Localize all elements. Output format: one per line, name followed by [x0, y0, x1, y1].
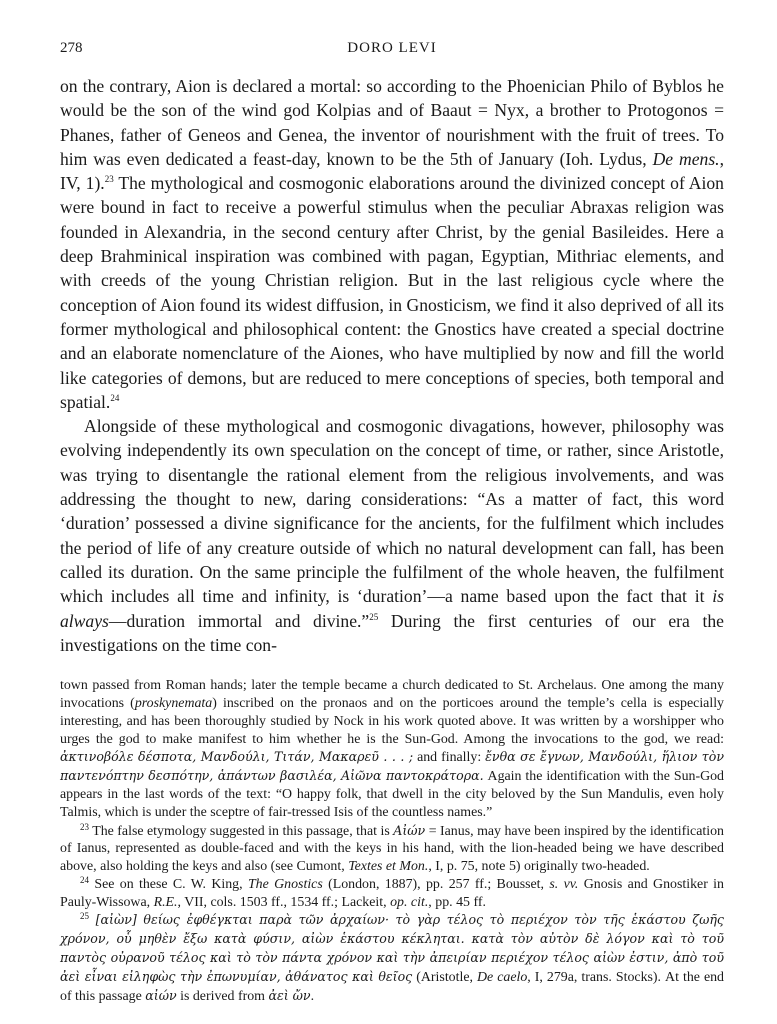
footnotes — [60, 677, 724, 1005]
greek-text: αἰών — [145, 987, 177, 1003]
footnote-number: 25 — [80, 911, 89, 922]
footnote-ref-24[interactable]: 24 — [110, 392, 120, 403]
footnote-number: 23 — [80, 821, 89, 832]
footnote-23: $^{23}$ The false etymology suggested in this passage, that is Αἰών = Ianus, may have been inspired by the identification of Ianus, represented as double-faced and with the keys in his hand, with the lion-headed being we have described above, also holding the keys and also (see Cumont, Textes et Mon., I, p. 75, note 5) originally two-headed. — [60, 821, 724, 875]
greek-text: ἀεὶ ὤν — [268, 987, 311, 1003]
running-head — [60, 40, 724, 62]
footnote-24: $^{24}$ See on these C. W. King, The Gnostics (London, 1887), pp. 257 ff.; Bousset, s. vv. Gnosis and Gnostiker in Pauly-Wissowa, R.E., VII, cols. 1503 ff., 1534 ff.; Lackeit, op. cit., pp. 45 ff. — [60, 874, 724, 910]
greek-text: ἀκτινοβόλε δέσποτα, Μανδούλι, Τιτάν, Μακαρεῦ . . . ; — [60, 749, 414, 765]
page-number: 278 — [60, 40, 83, 56]
greek-text: [αἰὼν] θείως ἐφθέγκται παρὰ τῶν ἀρχαίων· τὸ γὰρ τέλος τὸ περιέχον τὸν τῆς ἑκάστου ζωῆς χρόνον, οὗ μηθὲν ἔξω κατὰ φύσιν, αἰὼν ἑκάστου κέκληται. κατὰ τὸν αὐτὸν δὲ λόγον καὶ τὸ τοῦ παντὸς οὐρανοῦ τέλος καὶ τὸ τὸν πάντα χρόνον καὶ τὴν ἀπειρίαν περιέχον τέλος αἰὼν ἐστιν, ἀπὸ τοῦ ἀεὶ εἶναι εἰληφὼς τὴν ἐπωνυμίαν, ἀθάνατος καὶ θεῖος — [60, 912, 724, 984]
paragraph-1: on the contrary, Aion is declared a mortal: so according to the Phoenician Philo of Byblos he would be the son of the wind god Kolpias and of Baaut = Nyx, a brother to Protogonos = Phanes, father of Geneos and Genea, the inventor of nourishment with the fruit of trees. To him was even dedicated a feast-day, known to be the 5th of January (Ioh. Lydus, De mens., IV, 1).$^{23}$ The mythological and cosmogonic elaborations around the divinized concept of Aion were bound in fact to receive a powerful stimulus when the peculiar Abraxas religion was founded in Alexandria, in the second century after Christ, by the genial Basileides. Here a deep Brahminical inspiration was combined with pagan, Egyptian, Mithriac elements, and with creeds of the young Christian religion. But in the last religious cycle where the conception of Aion found its widest diffusion, in Gnosticism, we find it also deprived of all its former mythological and philosophical content: the Gnostics have created a special doctrine and an elaborate nomenclature of the Aiones, who have multiplied by now and fill the world like categories of demons, but are reduced to mere conceptions of species, both temporal and spatial.$^{24}$ — [60, 76, 724, 412]
footnote-number: 24 — [80, 874, 89, 885]
footnote-ref-23[interactable]: 23 — [104, 174, 114, 185]
footnote-25: $^{25}$ [αἰὼν] θείως ἐφθέγκται παρὰ τῶν ἀρχαίων· τὸ γὰρ τέλος τὸ περιέχον τὸν τῆς ἑκάστου ζωῆς χρόνον, οὗ μηθὲν ἔξω κατὰ φύσιν, αἰὼν ἑκάστου κέκληται. κατὰ τὸν αὐτὸν δὲ λόγον καὶ τὸ τοῦ παντὸς οὐρανοῦ τέλος καὶ τὸ τὸν πάντα χρόνον καὶ τὴν ἀπειρίαν περιέχον τέλος αἰὼν ἐστιν, ἀπὸ τοῦ ἀεὶ εἶναι εἰληφὼς τὴν ἐπωνυμίαν, ἀθάνατος καὶ θεῖος (Aristotle, De caelo, I, 279a, trans. Stocks). At the end of this passage αἰών is derived from ἀεὶ ὤν. — [60, 911, 725, 1004]
footnote-continuation: town passed from Roman hands; later the temple became a church dedicated to St. Archelaus. One among the many invocations (proskynemata) inscribed on the pronaos and on the porticoes around the temple’s cella is especially interesting, and has been thoroughly studied by Nock in his work quoted above. It was written by a worshipper who urges the god to make manifest to him whether he is the Sun-God. Among the invocations to the god, we read: ἀκτινοβόλε δέσποτα, Μανδούλι, Τιτάν, Μακαρεῦ . . . ; and finally: ἔνθα σε ἔγνων, Μανδούλι, ἥλιον τὸν παντενόπτην δεσπότην, ἁπάντων βασιλέα, Αἰῶνα παντοκράτορα. Again the identification with the Sun-God appears in the last words of the text: “O happy folk, that dwell in the city beloved by the Sun Mandulis, even holy Talmis, which is under the sceptre of fair-tressed Isis of the countless names.” — [60, 678, 725, 820]
greek-text: Αἰών — [393, 822, 426, 838]
page — [60, 40, 724, 1005]
greek-text: ἔνθα σε ἔγνων, Μανδούλι, ἥλιον τὸν παντενόπτην δεσπότην, ἁπάντων βασιλέα, Αἰῶνα παντοκράτορα. — [60, 749, 724, 784]
paragraph-2: Alongside of these mythological and cosmogonic divagations, however, philosophy was evolving independently its own speculation on the concept of time, or rather, since Aristotle, was trying to disentangle the rational element from the religious involvements, and was addressing the thought to new, daring considerations: “As a matter of fact, this word ‘duration’ possessed a divine significance for the ancients, for the fulfilment which includes the period of life of any creature outside of which no natural development can fall, has been called its duration. On the same principle the fulfilment of the whole heaven, the fulfilment which includes all time and infinity, is ‘duration’—a name based upon the fact that it is always—duration immortal and divine.”$^{25}$ During the first centuries of our era the investigations on the time con- — [60, 416, 724, 655]
running-title: DORO LEVI — [347, 40, 437, 56]
footnote-ref-25[interactable]: 25 — [369, 611, 379, 622]
main-text — [60, 74, 724, 657]
